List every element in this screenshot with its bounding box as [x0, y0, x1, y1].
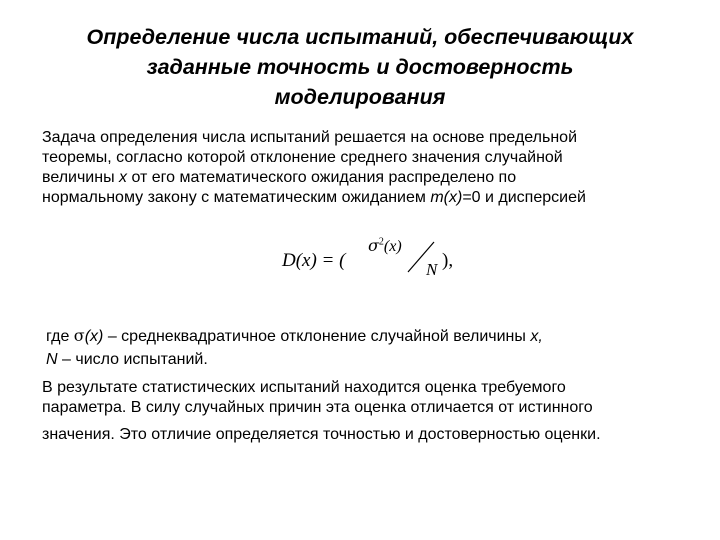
where-line-2-b: – число испытаний. [57, 351, 208, 368]
result-line-3: значения. Это отличие определяется точностью и достоверностью оценки. [42, 426, 601, 443]
intro-line-3 [42, 168, 702, 188]
intro-line-4-a: нормальному закону с математическим ожиданием [42, 189, 431, 206]
formula-lhs: D(x) = ( [282, 250, 346, 271]
where-line-2 [46, 350, 702, 370]
intro-line-4 [42, 188, 702, 208]
expectation-m-x: m(x) [430, 189, 463, 206]
where-paragraph [42, 326, 702, 370]
result-paragraph [42, 378, 702, 445]
formula-numerator-arg: (x) [383, 238, 402, 255]
sigma-symbol: σ [73, 326, 85, 345]
intro-line-4-b: =0 и дисперсией [462, 189, 586, 206]
formula-sigma: σ [368, 236, 379, 255]
title-line-1: Определение числа испытаний, обеспечивающих [86, 25, 634, 49]
result-line-2: параметра. В силу случайных причин эта оценка отличается от истинного [42, 399, 593, 416]
variance-formula [282, 236, 482, 286]
where-line-1-b: – среднеквадратичное отклонение случайной величины [103, 328, 531, 345]
formula-tail: ), [442, 250, 454, 271]
intro-line-3-a: величины [42, 169, 120, 186]
intro-line-3-b: от его математического ожидания распределено по [127, 169, 517, 186]
title-line-2: заданные точность и достоверность [146, 55, 574, 79]
formula-exponent: 2 [378, 236, 384, 248]
where-line-1 [46, 326, 702, 347]
formula-numerator [368, 236, 402, 256]
where-x2: x, [530, 328, 543, 345]
intro-line-1: Задача определения числа испытаний решается на основе предельной [42, 129, 577, 146]
intro-line-2: теоремы, согласно которой отклонение среднего значения случайной [42, 149, 563, 166]
formula-denominator: N [426, 260, 438, 279]
variable-x: x [119, 169, 128, 186]
result-line-1: В результате статистических испытаний находится оценка требуемого [42, 379, 566, 396]
intro-paragraph [42, 128, 702, 208]
where-x: (x) [84, 328, 104, 345]
slide-title [30, 22, 690, 112]
where-line-1-a: где [46, 328, 74, 345]
title-line-3: моделирования [274, 85, 446, 109]
variable-n: N [46, 351, 58, 368]
